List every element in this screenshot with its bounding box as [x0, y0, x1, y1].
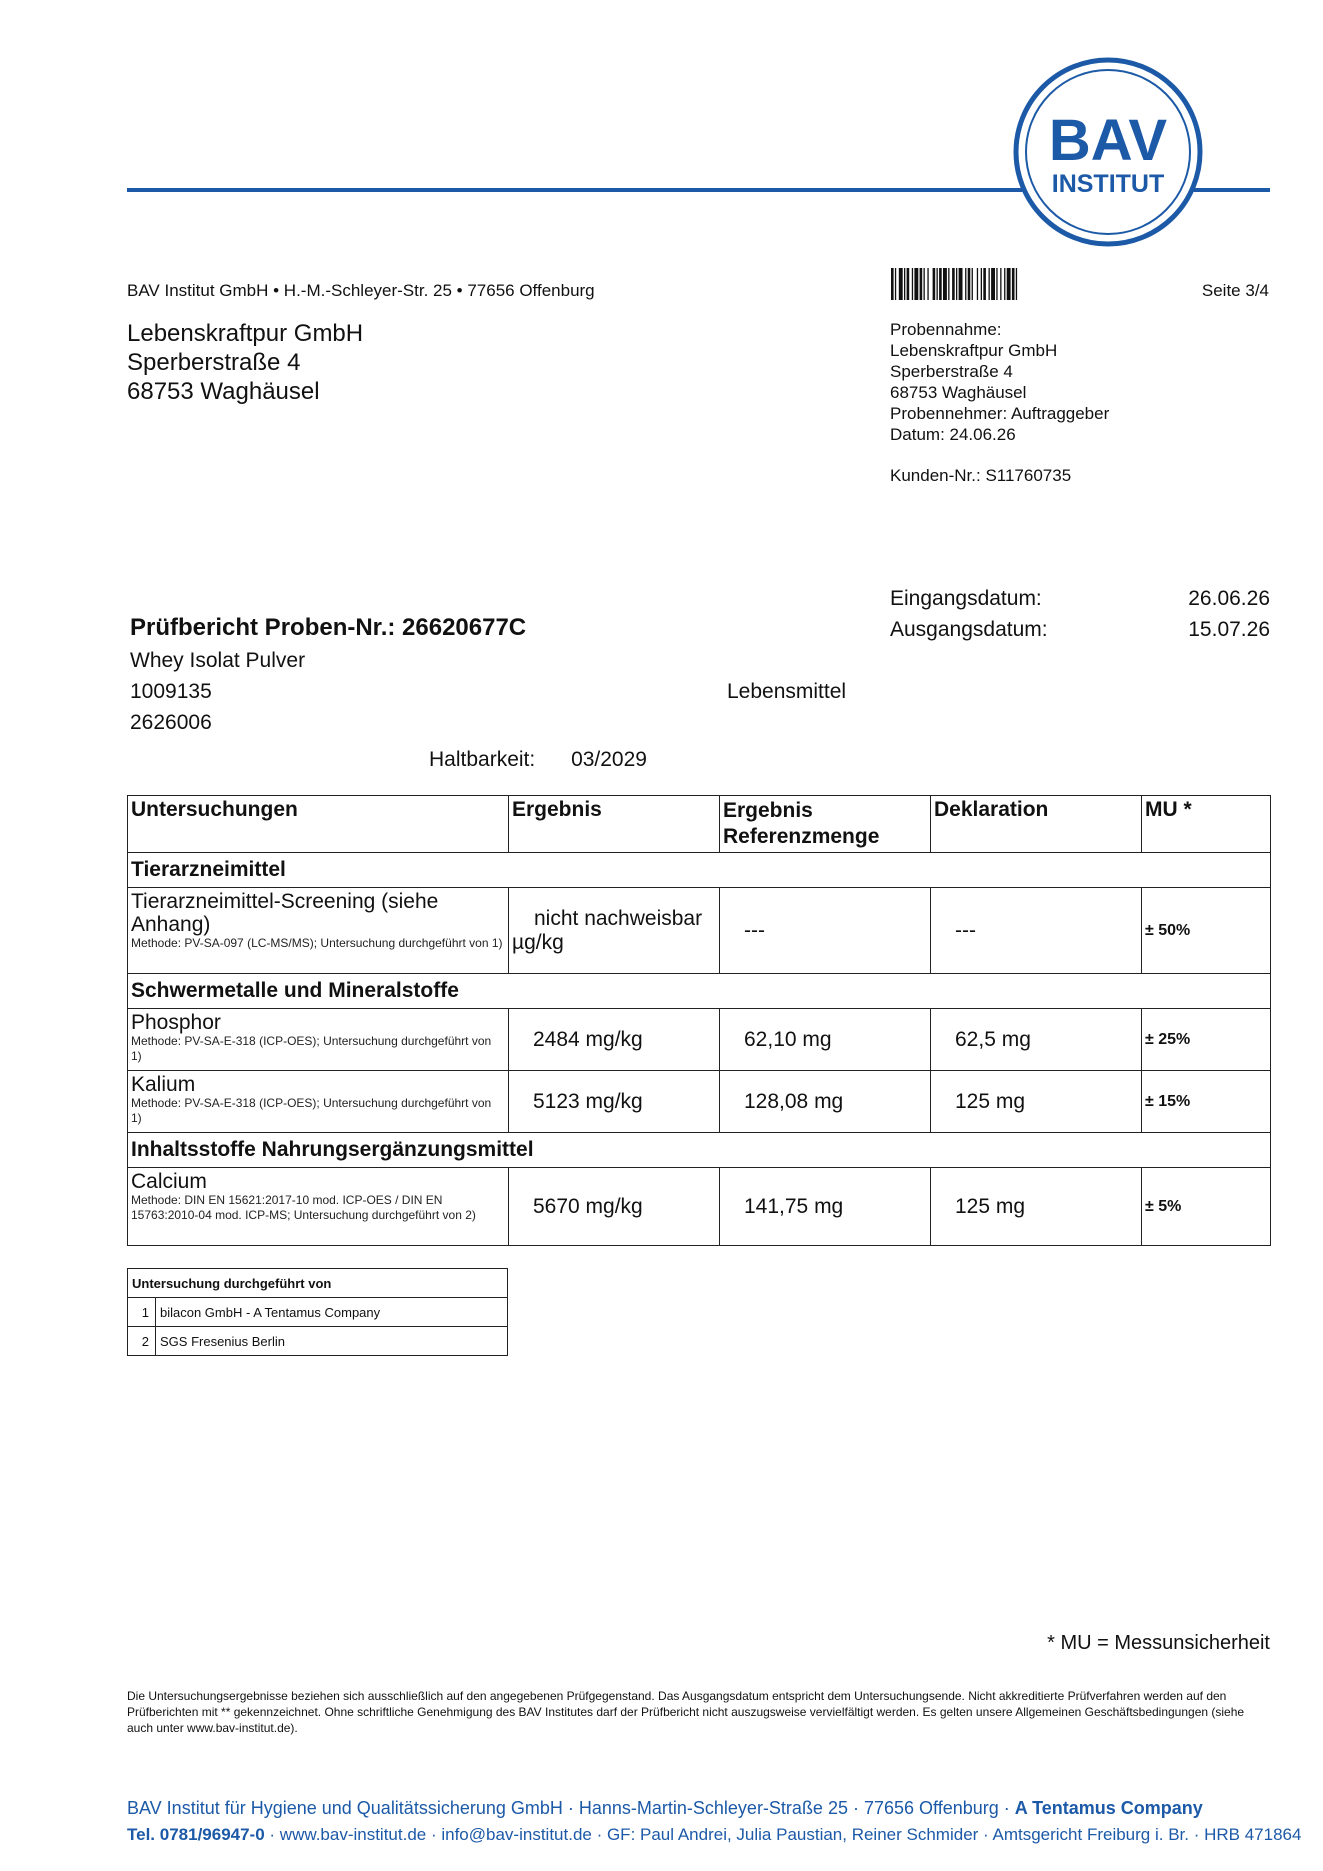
result-value: nicht nachweisbar µg/kg [509, 888, 720, 974]
barcode-bar [959, 268, 963, 300]
footer-address-text: BAV Institut für Hygiene und Qualitätssicherung GmbH · Hanns-Martin-Schleyer-Straße 25 · 77656 Offenburg · [127, 1798, 1015, 1818]
declaration-value: 62,5 mg [931, 1009, 1142, 1071]
sampling-line: Lebenskraftpur GmbH [890, 341, 1058, 360]
barcode-bar [1012, 268, 1015, 300]
barcode [891, 268, 1117, 300]
barcode-bar [927, 268, 928, 300]
reference-value: --- [720, 888, 931, 974]
sampling-line: Datum: 24.06.26 [890, 425, 1016, 444]
barcode-bar [907, 268, 910, 300]
recipient-line: 68753 Waghäusel [127, 378, 320, 405]
barcode-bar [1000, 268, 1001, 300]
barcode-bar [891, 268, 894, 300]
footer-tentamus: A Tentamus Company [1014, 1798, 1203, 1818]
analysis-name: Kalium [131, 1073, 196, 1096]
recipient-address [127, 319, 363, 406]
recipient-line: Sperberstraße 4 [127, 349, 301, 376]
analysis-name: Tierarzneimittel-Screening (siehe Anhang) [131, 890, 439, 936]
barcode-bar [920, 268, 923, 300]
barcode-bar [972, 268, 973, 300]
barcode-bar [981, 268, 982, 300]
barcode-bar [1016, 268, 1017, 300]
analysis-method: Methode: PV-SA-097 (LC-MS/MS); Untersuchung durchgeführt von 1) [131, 936, 503, 950]
footer-contact [127, 1825, 1301, 1845]
footer-phone: Tel. 0781/96947-0 [127, 1825, 265, 1844]
product-category: Lebensmittel [727, 680, 847, 703]
page-number: Seite 3/4 [1201, 281, 1269, 300]
barcode-bar [1007, 268, 1011, 300]
reference-value: 62,10 mg [720, 1009, 931, 1071]
header-mu: MU * [1142, 796, 1271, 853]
section-row [128, 1133, 1271, 1168]
disclaimer: Die Untersuchungsergebnisse beziehen sich ausschließlich auf den angegebenen Prüfgegenstand. Das Ausgangsdatum entspricht dem Untersuchungsende. Nicht akkreditierte Prüfverfahren werden auf den Prüfberichten mit ** gekennzeichnet. Ohne schriftliche Genehmigung des BAV Institutes darf der Prüfbericht nicht auszugsweise vervielfältigt werden. Es gelten unsere Allgemeinen Geschäftsbedingungen (siehe auch unter www.bav-institut.de). [127, 1689, 1245, 1735]
result-value: 5670 mg/kg [509, 1168, 720, 1246]
ausgang-value: 15.07.26 [1188, 618, 1270, 641]
footer-contact-text: · www.bav-institut.de · info@bav-institut.de · GF: Paul Andrei, Julia Paustian, Reiner Schmider · Amtsgericht Freiburg i. Br. · HRB 471864 [264, 1825, 1302, 1844]
barcode-bar [1004, 268, 1005, 300]
shelf-life-value: 03/2029 [571, 748, 647, 771]
barcode-bar [977, 268, 978, 300]
report-title: Prüfbericht Proben-Nr.: 26620677C [130, 614, 527, 641]
analysis-cell [128, 1071, 509, 1133]
result-value: 2484 mg/kg [509, 1009, 720, 1071]
labs-row [128, 1298, 508, 1327]
header-untersuchungen: Untersuchungen [128, 796, 509, 853]
barcode-bar [996, 268, 997, 300]
ausgang-label: Ausgangsdatum: [890, 618, 1048, 641]
section-title: Tierarzneimittel [128, 853, 1271, 888]
analysis-method: Methode: DIN EN 15621:2017-10 mod. ICP-OES / DIN EN 15763:2010-04 mod. ICP-MS; Untersuchung durchgeführt von 2) [131, 1193, 476, 1222]
barcode-bar [948, 268, 949, 300]
table-row [128, 1009, 1271, 1071]
barcode-bar [965, 268, 966, 300]
sampling-line: Probennehmer: Auftraggeber [890, 404, 1110, 423]
barcode-bar [991, 268, 995, 300]
barcode-bar [899, 268, 903, 300]
barcode-bar [914, 268, 918, 300]
barcode-bar [937, 268, 938, 300]
section-row [128, 853, 1271, 888]
product-name: Whey Isolat Pulver [130, 649, 306, 672]
section-title: Schwermetalle und Mineralstoffe [128, 974, 1271, 1009]
sampling-line: Probennahme: [890, 320, 1002, 339]
analysis-cell [128, 1009, 509, 1071]
sampling-line: Sperberstraße 4 [890, 362, 1013, 381]
barcode-bar [895, 268, 896, 300]
reference-value: 141,75 mg [720, 1168, 931, 1246]
barcode-bar [952, 268, 955, 300]
declaration-value: 125 mg [931, 1071, 1142, 1133]
product-number-2: 2626006 [130, 711, 212, 734]
table-header-row [128, 796, 1271, 853]
logo-text-bav: BAV [1048, 108, 1168, 173]
lab-number: 2 [128, 1327, 156, 1356]
labs-row [128, 1327, 508, 1356]
lab-name: bilacon GmbH - A Tentamus Company [156, 1298, 508, 1327]
barcode-bar [912, 268, 913, 300]
eingang-label: Eingangsdatum: [890, 587, 1042, 610]
sender-address: BAV Institut GmbH • H.-M.-Schleyer-Str. 25 • 77656 Offenburg [127, 281, 595, 300]
lab-number: 1 [128, 1298, 156, 1327]
barcode-bar [933, 268, 936, 300]
result-value: 5123 mg/kg [509, 1071, 720, 1133]
sampling-line: 68753 Waghäusel [890, 383, 1027, 402]
header-deklaration: Deklaration [931, 796, 1142, 853]
mu-value: ± 50% [1142, 888, 1271, 974]
footer-address [127, 1798, 1203, 1819]
product-number-1: 1009135 [130, 680, 212, 703]
barcode-bar [989, 268, 990, 300]
analysis-name: Phosphor [131, 1011, 221, 1034]
shelf-life [429, 748, 647, 772]
mu-footnote: * MU = Messunsicherheit [1047, 1632, 1270, 1654]
shelf-life-label: Haltbarkeit: [429, 748, 536, 771]
lab-name: SGS Fresenius Berlin [156, 1327, 508, 1356]
analysis-cell [128, 888, 509, 974]
barcode-bar [924, 268, 925, 300]
dates-block [890, 583, 1270, 645]
barcode-bar [939, 268, 942, 300]
header-ergebnis-referenzmenge: Ergebnis Referenzmenge [720, 796, 931, 853]
labs-header-row [128, 1269, 508, 1298]
customer-number: Kunden-Nr.: S11760735 [890, 466, 1072, 485]
sampling-info [890, 319, 1109, 445]
mu-value: ± 15% [1142, 1071, 1271, 1133]
eingang-value: 26.06.26 [1188, 587, 1270, 610]
table-row [128, 1168, 1271, 1246]
table-row [128, 888, 1271, 974]
section-title: Inhaltsstoffe Nahrungsergänzungsmittel [128, 1133, 1271, 1168]
table-row [128, 1071, 1271, 1133]
barcode-bar [968, 268, 971, 300]
recipient-line: Lebenskraftpur GmbH [127, 320, 364, 347]
analysis-name: Calcium [131, 1170, 207, 1193]
section-row [128, 974, 1271, 1009]
barcode-bar [956, 268, 957, 300]
header-ergebnis: Ergebnis [509, 796, 720, 853]
barcode-bar [943, 268, 947, 300]
barcode-bar [983, 268, 986, 300]
logo-text-institut: INSTITUT [1051, 170, 1165, 198]
declaration-value: 125 mg [931, 1168, 1142, 1246]
labs-header: Untersuchung durchgeführt von [128, 1269, 508, 1298]
bav-logo [1013, 57, 1203, 247]
mu-value: ± 5% [1142, 1168, 1271, 1246]
analysis-method: Methode: PV-SA-E-318 (ICP-OES); Untersuchung durchgeführt von 1) [131, 1034, 492, 1063]
labs-table [127, 1268, 508, 1356]
declaration-value: --- [931, 888, 1142, 974]
results-table [127, 795, 1271, 1246]
reference-value: 128,08 mg [720, 1071, 931, 1133]
analysis-method: Methode: PV-SA-E-318 (ICP-OES); Untersuchung durchgeführt von 1) [131, 1096, 492, 1125]
analysis-cell [128, 1168, 509, 1246]
barcode-bar [904, 268, 905, 300]
mu-value: ± 25% [1142, 1009, 1271, 1071]
